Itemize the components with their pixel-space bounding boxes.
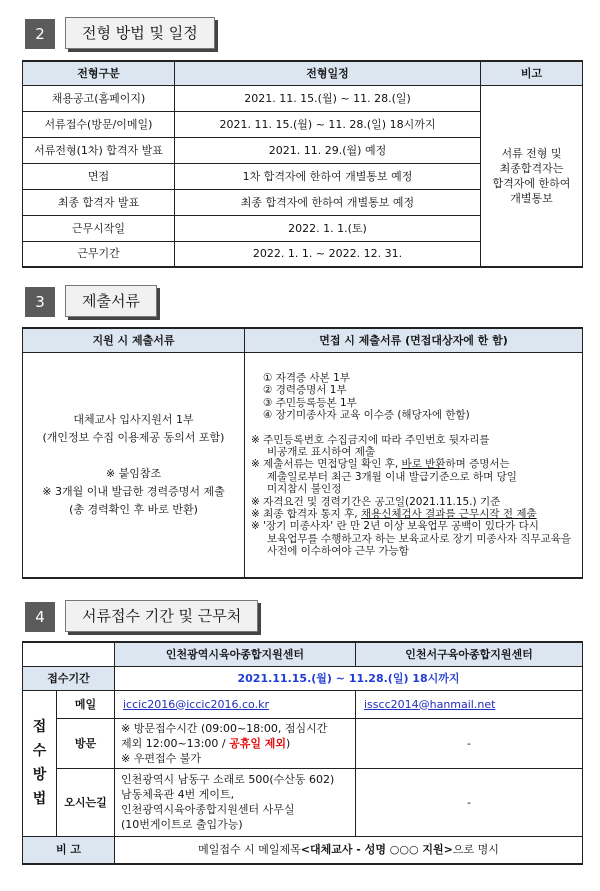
- doc-item: ③ 주민등록등본 1부: [263, 396, 357, 409]
- section-number: 2: [25, 19, 55, 49]
- table-cell: 근무기간: [23, 241, 175, 267]
- table-cell: 근무시작일: [23, 215, 175, 241]
- table-cell: 면접: [23, 163, 175, 189]
- table-cell: 서류전형(1차) 합격자 발표: [23, 137, 175, 163]
- table-cell: 채용공고(홈페이지): [23, 85, 175, 111]
- note-line: 보육업무를 수행하고자 하는 보육교사로 장기 미종사자 직무교육을: [267, 532, 572, 545]
- note-line: 합격자에 한하여: [492, 176, 571, 190]
- table-cell: 2021. 11. 15.(월) ~ 11. 28.(일) 18시까지: [175, 111, 481, 137]
- doc-item: ② 경력증명서 1부: [263, 384, 347, 397]
- section-title: 서류접수 기간 및 근무처: [65, 600, 258, 632]
- doc-line: ※ 붙임참조: [105, 466, 162, 480]
- section-number: 3: [25, 287, 55, 317]
- table-cell: 2021. 11. 29.(월) 예정: [175, 137, 481, 163]
- doc-line: ※ 3개월 이내 발급한 경력증명서 제출: [42, 484, 225, 498]
- method-label: 접 수 방 법: [23, 690, 57, 836]
- visit-info-2: -: [356, 718, 583, 768]
- note-line: 비공개로 표시하여 제출: [267, 445, 376, 458]
- interview-docs: [245, 352, 583, 578]
- email-link-1[interactable]: iccic2016@iccic2016.co.kr: [123, 697, 269, 711]
- table-cell: 1차 합격자에 한하여 개별통보 예정: [175, 163, 481, 189]
- doc-line: (개인정보 수집 이용제공 동의서 포함): [42, 430, 225, 444]
- doc-item: ④ 장기미종사자 교육 이수증 (해당자에 한함): [263, 409, 470, 422]
- return-text: 바로 반환: [401, 458, 446, 471]
- doc-line: 대체교사 입사지원서 1부: [73, 412, 194, 426]
- doc-item: ① 자격증 사본 1부: [263, 371, 350, 384]
- remark-value: 메일접수 시 메일제목<대체교사 - 성명 ○○○ 지원>으로 명시: [115, 836, 583, 864]
- visit-label: 방문: [57, 718, 115, 768]
- submission-table: [22, 641, 583, 865]
- col-header: 면접 시 제출서류 (면접대상자에 한 함): [245, 328, 583, 352]
- application-docs: [23, 352, 245, 578]
- email-link-2[interactable]: isscc2014@hanmail.net: [364, 697, 496, 711]
- section-title: 제출서류: [65, 285, 157, 317]
- note-line: ※ '장기 미종사자' 란 만 2년 이상 보육업무 공백이 있다가 다시: [251, 520, 539, 533]
- visit-info: ※ 방문접수시간 (09:00~18:00, 점심시간 제외 12:00~13:00 / 공휴일 제외) ※ 우편접수 불가: [115, 718, 356, 768]
- mail-title-format: <대체교사 - 성명 ○○○ 지원>: [300, 843, 453, 857]
- note-line: ※ 자격요건 및 경력기간은 공고일(2021.11.15.) 기준: [251, 495, 501, 508]
- location-label: 오시는길: [57, 768, 115, 836]
- note-line: 개별통보: [510, 191, 553, 205]
- documents-table: [22, 327, 583, 579]
- table-cell: 서류접수(방문/이메일): [23, 111, 175, 137]
- table-cell: 최종 합격자 발표: [23, 189, 175, 215]
- note-line: 최종합격자는: [499, 161, 564, 175]
- table-cell: 2022. 1. 1.(토): [175, 215, 481, 241]
- note-line: ※ 주민등록번호 수집금지에 따라 주민번호 뒷자리를: [251, 433, 490, 446]
- period-value: 2021.11.15.(월) ~ 11.28.(일) 18시까지: [115, 666, 583, 690]
- note-line: ※ 제출서류는 면접당일 확인 후, 바로 반환하며 증명서는: [251, 458, 510, 471]
- holiday-text: 공휴일 제외: [229, 736, 287, 750]
- email-label: 메일: [57, 690, 115, 718]
- col-header: 비고: [481, 61, 583, 85]
- section-title: 전형 방법 및 일정: [65, 17, 215, 49]
- doc-line: (총 경력확인 후 바로 반환): [69, 502, 198, 516]
- note-line: 미지참시 불인정: [267, 483, 342, 496]
- remark-label: 비 고: [23, 836, 115, 864]
- note-line: 사전에 이수하여야 근무 가능함: [267, 545, 409, 558]
- col-header: 전형구분: [23, 61, 175, 85]
- table-cell: 2021. 11. 15.(월) ~ 11. 28.(일): [175, 85, 481, 111]
- section-number: 4: [25, 602, 55, 632]
- location-info-2: -: [356, 768, 583, 836]
- doc-line: [23, 447, 244, 465]
- note-line: ※ 최종 합격자 통지 후, 채용신체검사 결과를 근무시작 전 제출: [251, 507, 537, 520]
- note-line: 제출일로부터 최근 3개월 이내 발급기준으로 하며 당일: [267, 470, 517, 483]
- health-check-text: 채용신체검사 결과를 근무시작 전 제출: [360, 507, 537, 520]
- table-cell: 2022. 1. 1. ~ 2022. 12. 31.: [175, 241, 481, 267]
- location-info: 인천광역시 남동구 소래로 500(수산동 602) 남동체육관 4번 게이트, 인천광역시육아종합지원센터 사무실 (10번게이트로 출입가능): [115, 768, 356, 836]
- col-header: 지원 시 제출서류: [23, 328, 245, 352]
- col-header: 전형일정: [175, 61, 481, 85]
- period-label: 접수기간: [23, 666, 115, 690]
- table-cell: 최종 합격자에 한하여 개별통보 예정: [175, 189, 481, 215]
- center-1-header: 인천광역시육아종합지원센터: [115, 642, 356, 666]
- center-2-header: 인천서구육아종합지원센터: [356, 642, 583, 666]
- corner-cell: [23, 642, 115, 666]
- schedule-table: [22, 60, 583, 268]
- note-line: 서류 전형 및: [501, 146, 562, 160]
- schedule-note: [481, 85, 583, 267]
